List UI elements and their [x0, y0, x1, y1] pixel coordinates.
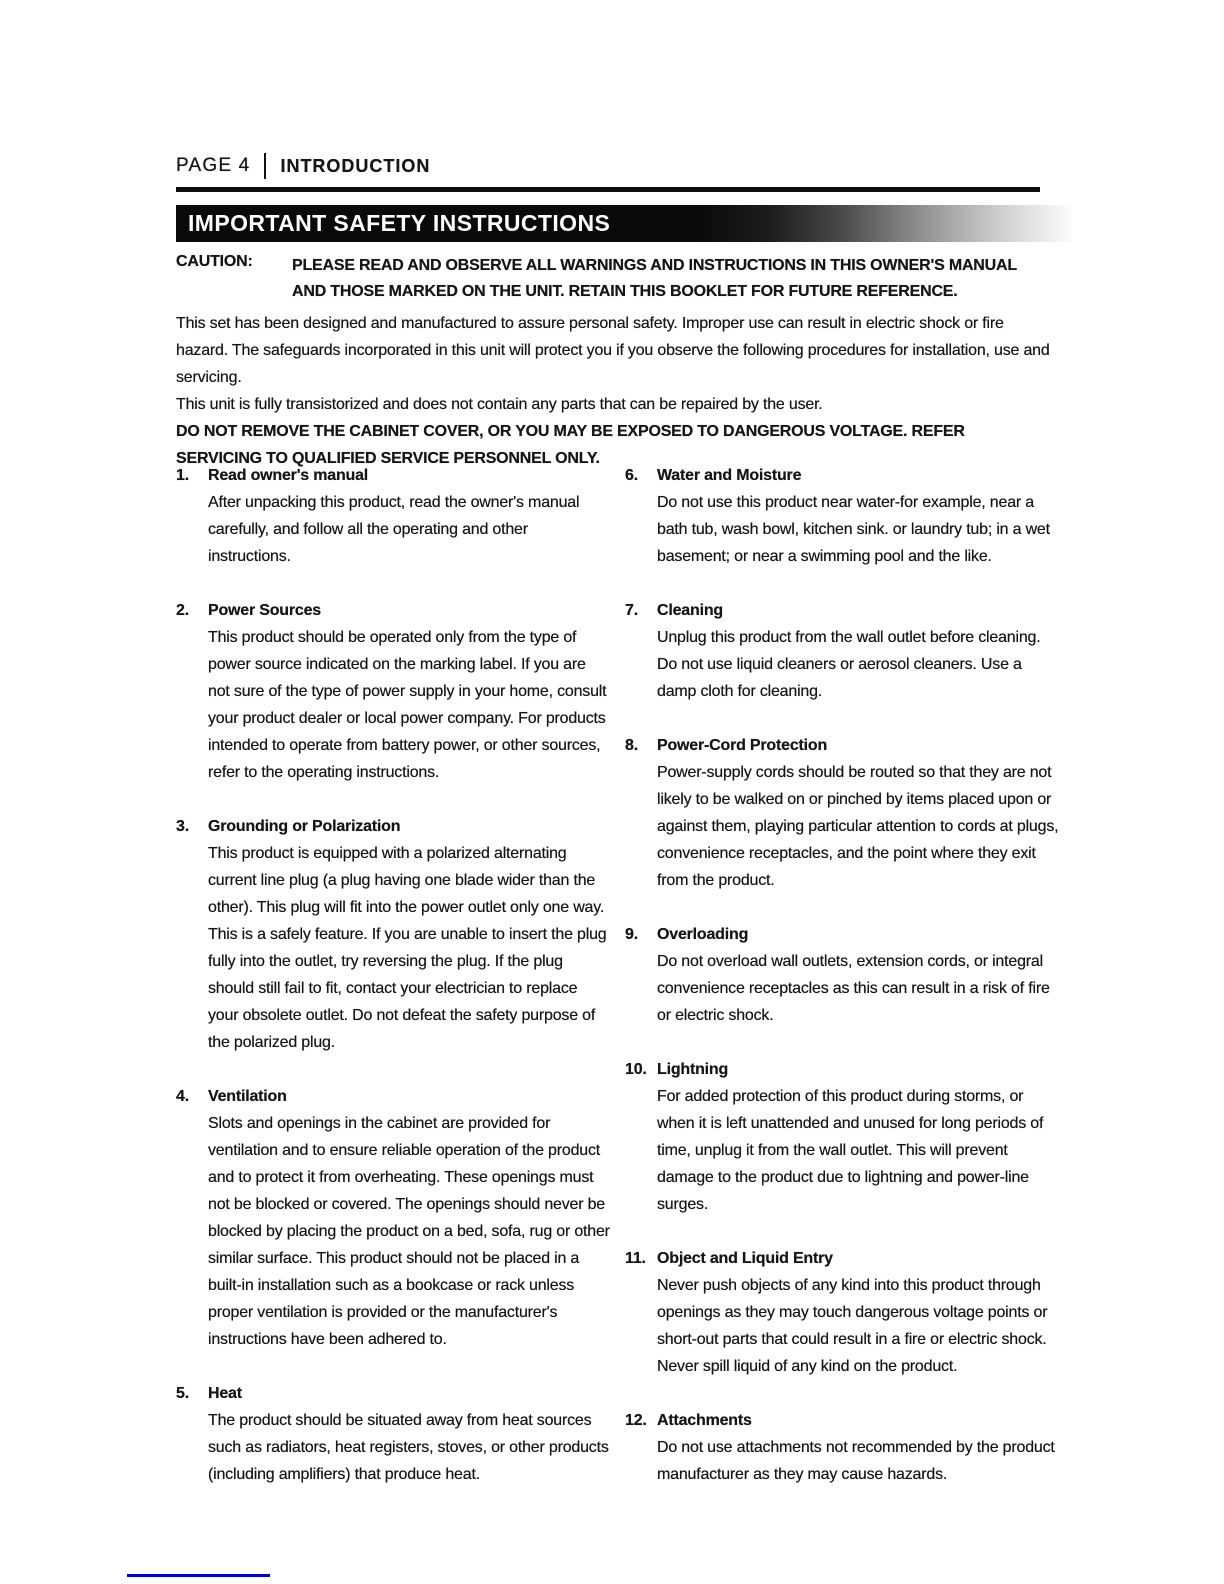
item-title: Lightning	[657, 1061, 729, 1078]
instruction-item-5	[176, 1380, 611, 1488]
item-title: Cleaning	[657, 602, 723, 619]
intro-paragraph-1: This set has been designed and manufactured to assure personal safety. Improper use can result in electric shock or fire hazard. The safeguards incorporated in this unit will protect you if you observe the following procedures for installation, use and servicing.	[176, 315, 1050, 386]
instruction-item-6	[625, 462, 1060, 570]
instruction-item-2	[176, 597, 611, 786]
instruction-item-8	[625, 732, 1060, 894]
header-rule	[176, 187, 1040, 192]
instruction-item-4	[176, 1083, 611, 1353]
page-header	[176, 153, 430, 179]
item-body: The product should be situated away from heat sources such as radiators, heat registers, stoves, or other products (including amplifiers) that produce heat.	[208, 1412, 609, 1483]
item-number: 12.	[625, 1412, 647, 1429]
caution-text-line1: PLEASE READ AND OBSERVE ALL WARNINGS AND INSTRUCTIONS IN THIS OWNER'S MANUAL	[292, 257, 1017, 274]
bottom-blue-line	[127, 1574, 270, 1577]
instruction-item-7	[625, 597, 1060, 705]
item-number: 1.	[176, 467, 189, 484]
item-body: Do not overload wall outlets, extension cords, or integral convenience receptacles as this can result in a risk of fire or electric shock.	[657, 953, 1050, 1024]
item-title: Ventilation	[208, 1088, 287, 1105]
intro-paragraph-2: This unit is fully transistorized and does not contain any parts that can be repaired by the user.	[176, 396, 823, 413]
caution-text	[292, 253, 1052, 305]
item-title: Power Sources	[208, 602, 322, 619]
item-body: Never push objects of any kind into this product through openings as they may touch dangerous voltage points or short-out parts that could result in a fire or electric shock. Never spill liquid of any kind on the product.	[657, 1277, 1048, 1375]
item-number: 2.	[176, 602, 189, 619]
instructions-columns	[176, 462, 1060, 1515]
instruction-item-10	[625, 1056, 1060, 1218]
item-title: Grounding or Polarization	[208, 818, 401, 835]
item-number: 6.	[625, 467, 638, 484]
item-number: 7.	[625, 602, 638, 619]
item-number: 3.	[176, 818, 189, 835]
item-body: This product should be operated only from the type of power source indicated on the marking label. If you are not sure of the type of power supply in your home, consult your product dealer or local power company. For products intended to operate from battery power, or other sources, refer to the operating instructions.	[208, 629, 607, 781]
caution-text-line2: AND THOSE MARKED ON THE UNIT. RETAIN THIS BOOKLET FOR FUTURE REFERENCE.	[292, 283, 958, 300]
instruction-item-9	[625, 921, 1060, 1029]
intro-block	[176, 310, 1052, 472]
item-body: After unpacking this product, read the owner's manual carefully, and follow all the operating and other instructions.	[208, 494, 580, 565]
item-body: Power-supply cords should be routed so that they are not likely to be walked on or pinched by items placed upon or against them, playing particular attention to cords at plugs, convenience receptacles, and the point where they exit from the product.	[657, 764, 1059, 889]
caution-label: CAUTION:	[176, 253, 253, 270]
item-number: 11.	[625, 1250, 646, 1267]
item-title: Power-Cord Protection	[657, 737, 828, 754]
item-title: Heat	[208, 1385, 242, 1402]
page-number-label: PAGE 4	[176, 155, 251, 176]
intro-paragraph-3: DO NOT REMOVE THE CABINET COVER, OR YOU MAY BE EXPOSED TO DANGEROUS VOLTAGE. REFER SERVICING TO QUALIFIED SERVICE PERSONNEL ONLY.	[176, 423, 965, 467]
instructions-column-left	[176, 462, 611, 1515]
item-body: Do not use this product near water-for example, near a bath tub, wash bowl, kitchen sink. or laundry tub; in a wet basement; or near a swimming pool and the like.	[657, 494, 1050, 565]
caution-block	[176, 253, 1056, 305]
instructions-column-right	[625, 462, 1060, 1515]
instruction-item-3	[176, 813, 611, 1056]
item-title: Overloading	[657, 926, 749, 943]
item-number: 10.	[625, 1061, 647, 1078]
item-body: This product is equipped with a polarized alternating current line plug (a plug having one blade wider than the other). This plug will fit into the power outlet only one way. This is a safely feature. If you are unable to insert the plug fully into the outlet, try reversing the plug. If the plug should still fail to fit, contact your electrician to replace your obsolete outlet. Do not defeat the safety purpose of the polarized plug.	[208, 845, 607, 1051]
section-label: INTRODUCTION	[280, 155, 431, 176]
item-number: 4.	[176, 1088, 189, 1105]
instruction-item-1	[176, 462, 611, 570]
item-number: 5.	[176, 1385, 189, 1402]
item-title: Attachments	[657, 1412, 752, 1429]
item-number: 9.	[625, 926, 638, 943]
item-number: 8.	[625, 737, 638, 754]
item-body: Slots and openings in the cabinet are provided for ventilation and to ensure reliable operation of the product and to protect it from overheating. These openings must not be blocked or covered. The openings should never be blocked by placing the product on a bed, sofa, rug or other similar surface. This product should not be placed in a built-in installation such as a bookcase or rack unless proper ventilation is provided or the manufacturer's instructions have been adhered to.	[208, 1115, 610, 1348]
instruction-item-12	[625, 1407, 1060, 1488]
item-body: Unplug this product from the wall outlet before cleaning. Do not use liquid cleaners or aerosol cleaners. Use a damp cloth for cleaning.	[657, 629, 1041, 700]
header-divider	[264, 153, 266, 179]
item-title: Read owner's manual	[208, 467, 369, 484]
item-title: Object and Liquid Entry	[657, 1250, 833, 1267]
item-title: Water and Moisture	[657, 467, 802, 484]
safety-banner	[176, 205, 1076, 242]
banner-title: IMPORTANT SAFETY INSTRUCTIONS	[188, 210, 611, 236]
item-body: For added protection of this product during storms, or when it is left unattended and unused for long periods of time, unplug it from the wall outlet. This will prevent damage to the product due to lightning and power-line surges.	[657, 1088, 1044, 1213]
instruction-item-11	[625, 1245, 1060, 1380]
item-body: Do not use attachments not recommended by the product manufacturer as they may cause hazards.	[657, 1439, 1055, 1483]
